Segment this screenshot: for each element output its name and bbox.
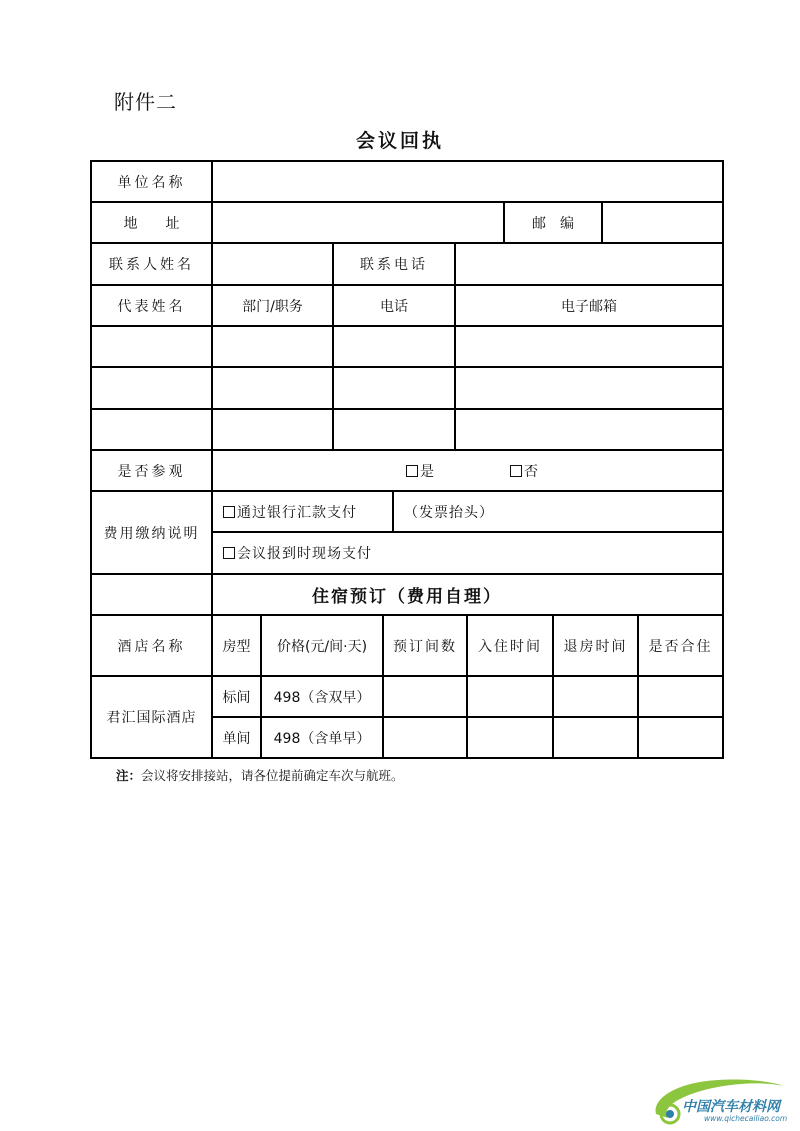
phone-header: 电话 xyxy=(380,298,408,315)
unit-name-field[interactable] xyxy=(213,162,722,201)
phone-cell[interactable] xyxy=(334,410,454,449)
footnote-text: 会议将安排接站，请各位提前确定车次与航班。 xyxy=(141,768,404,783)
rep-name-cell[interactable] xyxy=(92,368,211,408)
rep-name-header: 代表姓名 xyxy=(117,298,186,315)
email-cell[interactable] xyxy=(456,368,722,408)
dept-position-header: 部门/职务 xyxy=(242,298,303,315)
attachment-label: 附件二 xyxy=(114,90,177,114)
phone-cell[interactable] xyxy=(334,368,454,408)
watermark-text: 中国汽车材料网 xyxy=(682,1099,780,1115)
room-count-cell[interactable] xyxy=(384,718,466,757)
receipt-form-table xyxy=(90,160,724,759)
fee-onsite-label: 会议报到时现场支付 xyxy=(237,546,372,562)
check-out-cell[interactable] xyxy=(554,718,637,757)
hotel-header-check-in: 入住时间 xyxy=(478,638,542,655)
visit-label: 是否参观 xyxy=(117,463,186,480)
checkbox-icon[interactable] xyxy=(406,465,418,477)
email-header: 电子邮箱 xyxy=(561,298,617,315)
visit-no-option[interactable] xyxy=(504,451,544,490)
share-cell[interactable] xyxy=(639,677,722,716)
room-count-cell[interactable] xyxy=(384,677,466,716)
hotel-section-title: 住宿预订（费用自理） xyxy=(312,587,502,607)
postcode-label: 邮 编 xyxy=(532,215,574,232)
visit-no-label: 否 xyxy=(524,463,538,480)
watermark-url: www.qichecailiao.com xyxy=(704,1114,788,1123)
dept-position-cell[interactable] xyxy=(213,368,332,408)
visit-yes-option[interactable] xyxy=(400,451,440,490)
invoice-title-label: （发票抬头） xyxy=(404,504,494,521)
check-in-cell[interactable] xyxy=(468,718,552,757)
hotel-header-check-out: 退房时间 xyxy=(563,638,628,655)
unit-name-label: 单位名称 xyxy=(117,174,186,191)
form-title: 会议回执 xyxy=(355,130,444,152)
rep-name-cell[interactable] xyxy=(92,327,211,366)
checkbox-icon[interactable] xyxy=(223,506,235,518)
invoice-title-field[interactable] xyxy=(394,492,722,531)
footnote-label: 注： xyxy=(116,768,142,783)
hotel-name: 君汇国际酒店 xyxy=(106,710,197,726)
address-label: 地 址 xyxy=(123,215,180,232)
contact-name-field[interactable] xyxy=(213,244,332,284)
hotel-header-price: 价格(元/间·天) xyxy=(276,638,368,655)
check-out-cell[interactable] xyxy=(554,677,637,716)
email-cell[interactable] xyxy=(456,410,722,449)
phone-cell[interactable] xyxy=(334,327,454,366)
contact-phone-label: 联系电话 xyxy=(360,257,428,273)
fee-onsite-option[interactable] xyxy=(213,533,392,573)
contact-name-label: 联系人姓名 xyxy=(109,257,194,273)
room-price: 498（含双早） xyxy=(273,689,371,706)
share-cell[interactable] xyxy=(639,718,722,757)
fee-desc-label: 费用缴纳说明 xyxy=(103,525,200,542)
dept-position-cell[interactable] xyxy=(213,410,332,449)
dept-position-cell[interactable] xyxy=(213,327,332,366)
watermark-logo xyxy=(648,1068,794,1126)
visit-yes-label: 是 xyxy=(420,463,434,480)
checkbox-icon[interactable] xyxy=(510,465,522,477)
email-cell[interactable] xyxy=(456,327,722,366)
room-type: 单间 xyxy=(222,730,251,747)
fee-bank-label: 通过银行汇款支付 xyxy=(237,504,357,521)
postcode-field[interactable] xyxy=(603,203,722,242)
rep-name-cell[interactable] xyxy=(92,410,211,449)
check-in-cell[interactable] xyxy=(468,677,552,716)
hotel-header-name: 酒店名称 xyxy=(117,638,186,655)
contact-phone-field[interactable] xyxy=(456,244,722,284)
hotel-header-room-type: 房型 xyxy=(222,638,251,655)
fee-bank-option[interactable] xyxy=(213,492,392,531)
room-type: 标间 xyxy=(222,689,251,706)
hotel-header-rooms: 预订间数 xyxy=(393,638,457,655)
footnote xyxy=(116,766,404,784)
address-field[interactable] xyxy=(213,203,503,242)
table-border-bottom xyxy=(90,757,724,759)
hotel-header-share: 是否合住 xyxy=(648,638,713,655)
table-border-right xyxy=(722,160,724,759)
checkbox-icon[interactable] xyxy=(223,547,235,559)
room-price: 498（含单早） xyxy=(273,730,371,747)
